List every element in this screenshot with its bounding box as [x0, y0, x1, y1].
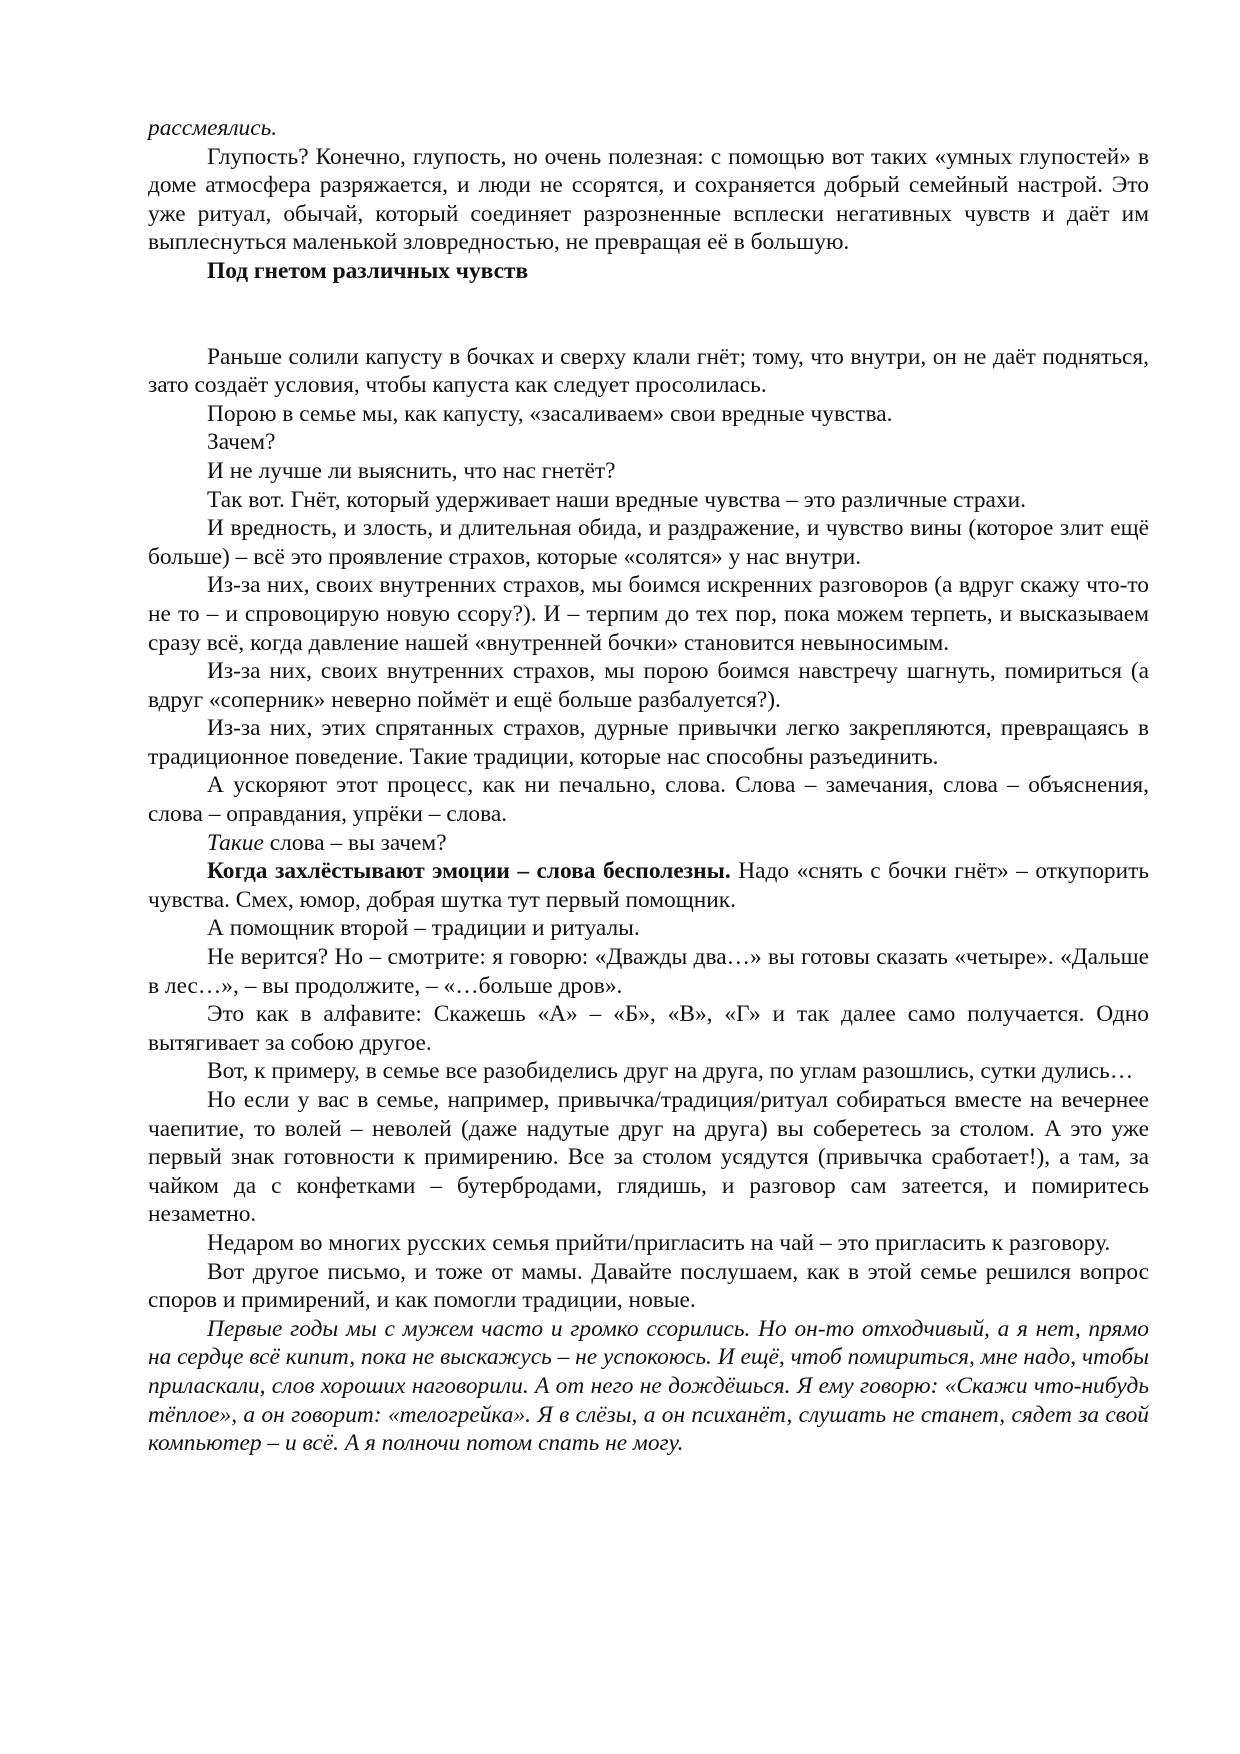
- paragraph: Вот, к примеру, в семье все разобиделись друг на друга, по углам разошлись, сутки дулись…: [207, 1058, 1134, 1085]
- paragraph: А помощник второй – традиции и ритуалы.: [207, 915, 640, 942]
- paragraph: Недаром во многих русских семья прийти/пригласить на чай – это пригласить к разговору.: [207, 1229, 1111, 1256]
- text-run: слова – вы зачем?: [263, 829, 447, 856]
- paragraph: Зачем?: [207, 429, 276, 456]
- paragraph-emotions: [148, 857, 1149, 914]
- paragraph: А ускоряют этот процесс, как ни печально, слова. Слова – замечания, слова – объяснения, слова – оправдания, упрёки – слова.: [148, 772, 1149, 828]
- paragraph: Но если у вас в семье, например, привычка/традиция/ритуал собираться вместе на вечернее чаепитие, то волей – неволей (даже надутые друг на друга) вы соберетесь за столом. А это уже первый знак готовности к примирению. Все за столом усядутся (привычка сработает!), а там, за чайком да с конфетками – бутербродами, глядишь, и разговор сам затеется, и помиритесь незаметно.: [148, 1087, 1149, 1228]
- paragraph: И вредность, и злость, и длительная обида, и раздражение, и чувство вины (которое злит ещё больше) – всё это проявление страхов, которые «солятся» у нас внутри.: [148, 515, 1149, 570]
- paragraph: Раньше солили капусту в бочках и сверху клали гнёт; тому, что внутри, он не даёт подняться, зато создаёт условия, чтобы капуста как следует просолилась.: [148, 343, 1149, 399]
- bold-sentence: Когда захлёстывают эмоции – слова бесполезны.: [207, 858, 731, 885]
- paragraph-takie-slova: [148, 829, 1149, 858]
- paragraph: Из-за них, своих внутренних страхов, мы боимся искренних разговоров (а вдруг скажу что-то не то – и спровоцирую новую ссору?). И – терпим до тех пор, пока можем терпеть, и высказываем сразу всё, когда давление нашей «внутренней бочки» становится невыносимым.: [148, 572, 1149, 656]
- paragraph: Из-за них, этих спрятанных страхов, дурные привычки легко закрепляются, превращаясь в традиционное поведение. Такие традиции, которые нас способны разъединить.: [148, 715, 1149, 770]
- paragraph: Порою в семье мы, как капусту, «засаливаем» свои вредные чувства.: [207, 400, 893, 427]
- paragraph-letter-quote: Первые годы мы с мужем часто и громко ссорились. Но он-то отходчивый, а я нет, прямо на сердце всё кипит, пока не выскажусь – не успокоюсь. И ещё, чтоб помириться, мне надо, чтобы приласкали, слов хороших наговорили. А от него не дождёшься. Я ему говорю: «Скажи что-нибудь тёплое», а он говорит: «телогрейка». Я в слёзы, а он психанёт, слушать не станет, сядет за свой компьютер – и всё. А я полночи потом спать не могу.: [148, 1315, 1149, 1457]
- section-spacer: [148, 286, 1149, 343]
- document-page: [148, 114, 1149, 1458]
- paragraph: И не лучше ли выяснить, что нас гнетёт?: [207, 457, 616, 484]
- section-heading: Под гнетом различных чувств: [207, 257, 529, 284]
- paragraph: Вот другое письмо, и тоже от мамы. Давайте послушаем, как в этой семье решился вопрос споров и примирений, и как помогли традиции, новые.: [148, 1258, 1149, 1314]
- paragraph-intro-end: рассмеялись.: [148, 115, 278, 141]
- paragraph: Из-за них, своих внутренних страхов, мы порою боимся навстречу шагнуть, помириться (а вдруг «соперник» неверно поймёт и ещё больше разбалуется?).: [148, 658, 1149, 713]
- paragraph: Так вот. Гнёт, который удерживает наши вредные чувства – это различные страхи.: [207, 486, 1026, 513]
- italic-word: Такие: [207, 829, 264, 856]
- paragraph-glupost: Глупость? Конечно, глупость, но очень полезная: с помощью вот таких «умных глупостей» в доме атмосфера разряжается, и люди не ссорятся, и сохраняется добрый семейный настрой. Это уже ритуал, обычай, который соединяет разрозненные всплески негативных чувств и даёт им выплеснуться маленькой зловредностью, не превращая её в большую.: [148, 143, 1149, 256]
- paragraph: Не верится? Но – смотрите: я говорю: «Дважды два…» вы готовы сказать «четыре». «Дальше в лес…», – вы продолжите, – «…больше дров».: [148, 944, 1149, 999]
- text-run: Надо «снять с бочки гнёт» – откупорить чувства. Смех, юмор, добрая шутка тут первый помощник.: [148, 858, 1149, 913]
- paragraph: Это как в алфавите: Скажешь «А» – «Б», «В», «Г» и так далее само получается. Одно вытягивает за собою другое.: [148, 1001, 1149, 1056]
